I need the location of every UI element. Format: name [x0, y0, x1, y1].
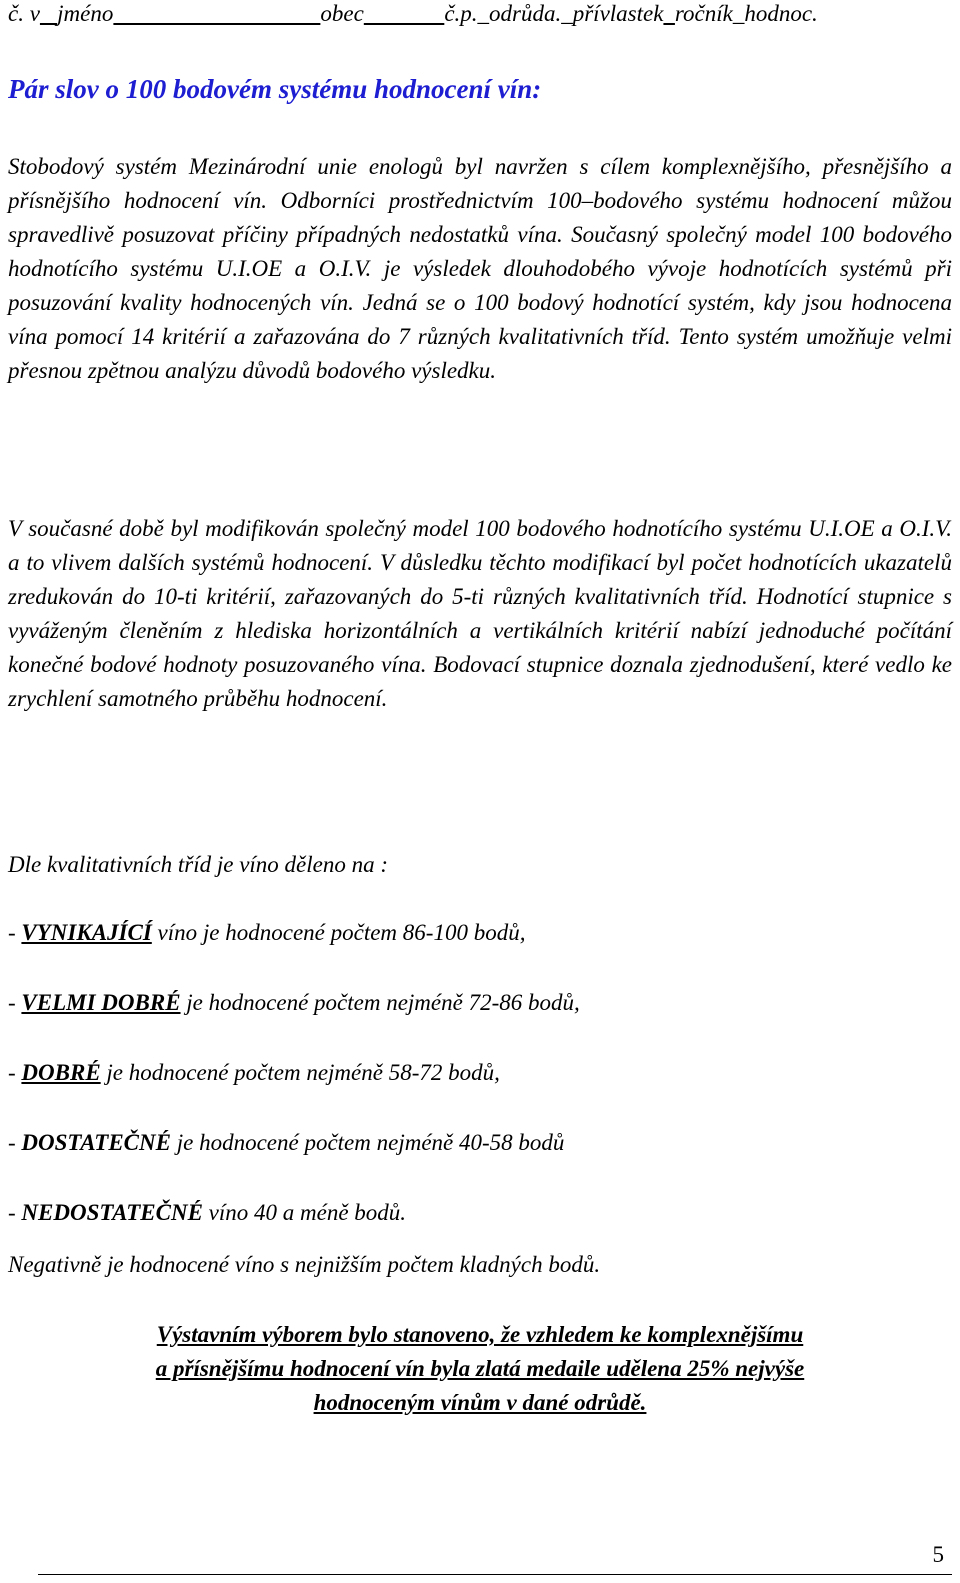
conclusion-line-1: Výstavním výborem bylo stanoveno, že vzhledem ke komplexnějšímu [156, 1322, 804, 1347]
header-cp-odruda-privlastek: č.p._odrůda._přívlastek [444, 1, 664, 26]
class-item-nedostatecne: - NEDOSTATEČNÉ víno 40 a méně bodů. [8, 1200, 407, 1225]
class-desc: je hodnocené počtem nejméně 58-72 bodů, [100, 1060, 500, 1085]
quality-class-list [8, 918, 952, 1268]
header-obec: obec [320, 1, 364, 26]
class-desc: je hodnocené počtem nejméně 72-86 bodů, [180, 990, 580, 1015]
class-item-vynikajici: - VYNIKAJÍCÍ víno je hodnocené počtem 86-100 bodů, [8, 920, 526, 945]
document-page [8, 0, 952, 1583]
class-item-dobre: - DOBRÉ je hodnocené počtem nejméně 58-72 bodů, [8, 1060, 500, 1085]
class-name: DOSTATEČNÉ [21, 1130, 171, 1155]
form-header [8, 0, 952, 28]
negative-note: Negativně je hodnocené víno s nejnižším počtem kladných bodů. [8, 1252, 601, 1277]
class-desc: víno je hodnocené počtem 86-100 bodů, [151, 920, 526, 945]
class-desc: je hodnocené počtem nejméně 40-58 bodů [170, 1130, 565, 1155]
class-name: DOBRÉ [21, 1060, 101, 1085]
class-item-dostatecne: - DOSTATEČNÉ je hodnocené počtem nejméně 40-58 bodů [8, 1130, 565, 1155]
class-item-velmi-dobre: - VELMI DOBRÉ je hodnocené počtem nejméně 72-86 bodů, [8, 990, 580, 1015]
paragraph-1: Stobodový systém Mezinárodní unie enologů byl navržen s cílem komplexnějšího, přesnějšího a přísnějšího hodnocení vín. Odborníci prostřednictvím 100–bodového systému hodnocení můžou spravedlivě posuzovat příčiny případných nedostatků vína. Současný společný model 100 bodového hodnotícího systému U.I.OE a O.I.V. je výsledek dlouhodobého vývoje hodnotících systémů při posuzování kvality hodnocených vín. Jedná se o 100 bodový hodnotící systém, kdy jsou hodnocena vína pomocí 14 kritérií a zařazována do 7 různých kvalitativních tříd. Tento systém umožňuje velmi přesnou zpětnou analýzu důvodů bodového výsledku. [8, 154, 952, 383]
conclusion-line-2: a přísnějšímu hodnocení vín byla zlatá medaile udělena 25% nejvýše [155, 1356, 805, 1381]
page-number: 5 [932, 1542, 944, 1567]
header-c: č. v [8, 1, 40, 26]
section-title: Pár slov o 100 bodovém systému hodnocení vín: [8, 74, 542, 104]
footer-rule [38, 1574, 952, 1575]
class-name: NEDOSTATEČNÉ [21, 1200, 203, 1225]
class-name: VELMI DOBRÉ [21, 990, 181, 1015]
header-jmeno: jméno [57, 1, 114, 26]
class-name: VYNIKAJÍCÍ [21, 920, 152, 945]
classes-intro: Dle kvalitativních tříd je víno děleno na : [8, 852, 389, 877]
header-rocnik-hodnoc: ročník_hodnoc. [674, 1, 818, 26]
conclusion [8, 1318, 952, 1420]
paragraph-2: V současné době byl modifikován společný model 100 bodového hodnotícího systému U.I.OE a O.I.V. a to vlivem dalších systémů hodnocení. V důsledku těchto modifikací byl počet hodnotících ukazatelů zredukován do 10-ti kritérií, zařazovaných do 5-ti různých kvalitativních tříd. Hodnotící stupnice s vyváženým členěním z hlediska horizontálních a vertikálních kritérií nabízí jednoduché počítání konečné bodové hodnoty posuzovaného vína. Bodovací stupnice doznala zjednodušení, které vedlo ke zrychlení samotného průběhu hodnocení. [8, 516, 952, 711]
class-desc: víno 40 a méně bodů. [202, 1200, 407, 1225]
conclusion-line-3: hodnoceným vínům v dané odrůdě. [313, 1390, 647, 1415]
